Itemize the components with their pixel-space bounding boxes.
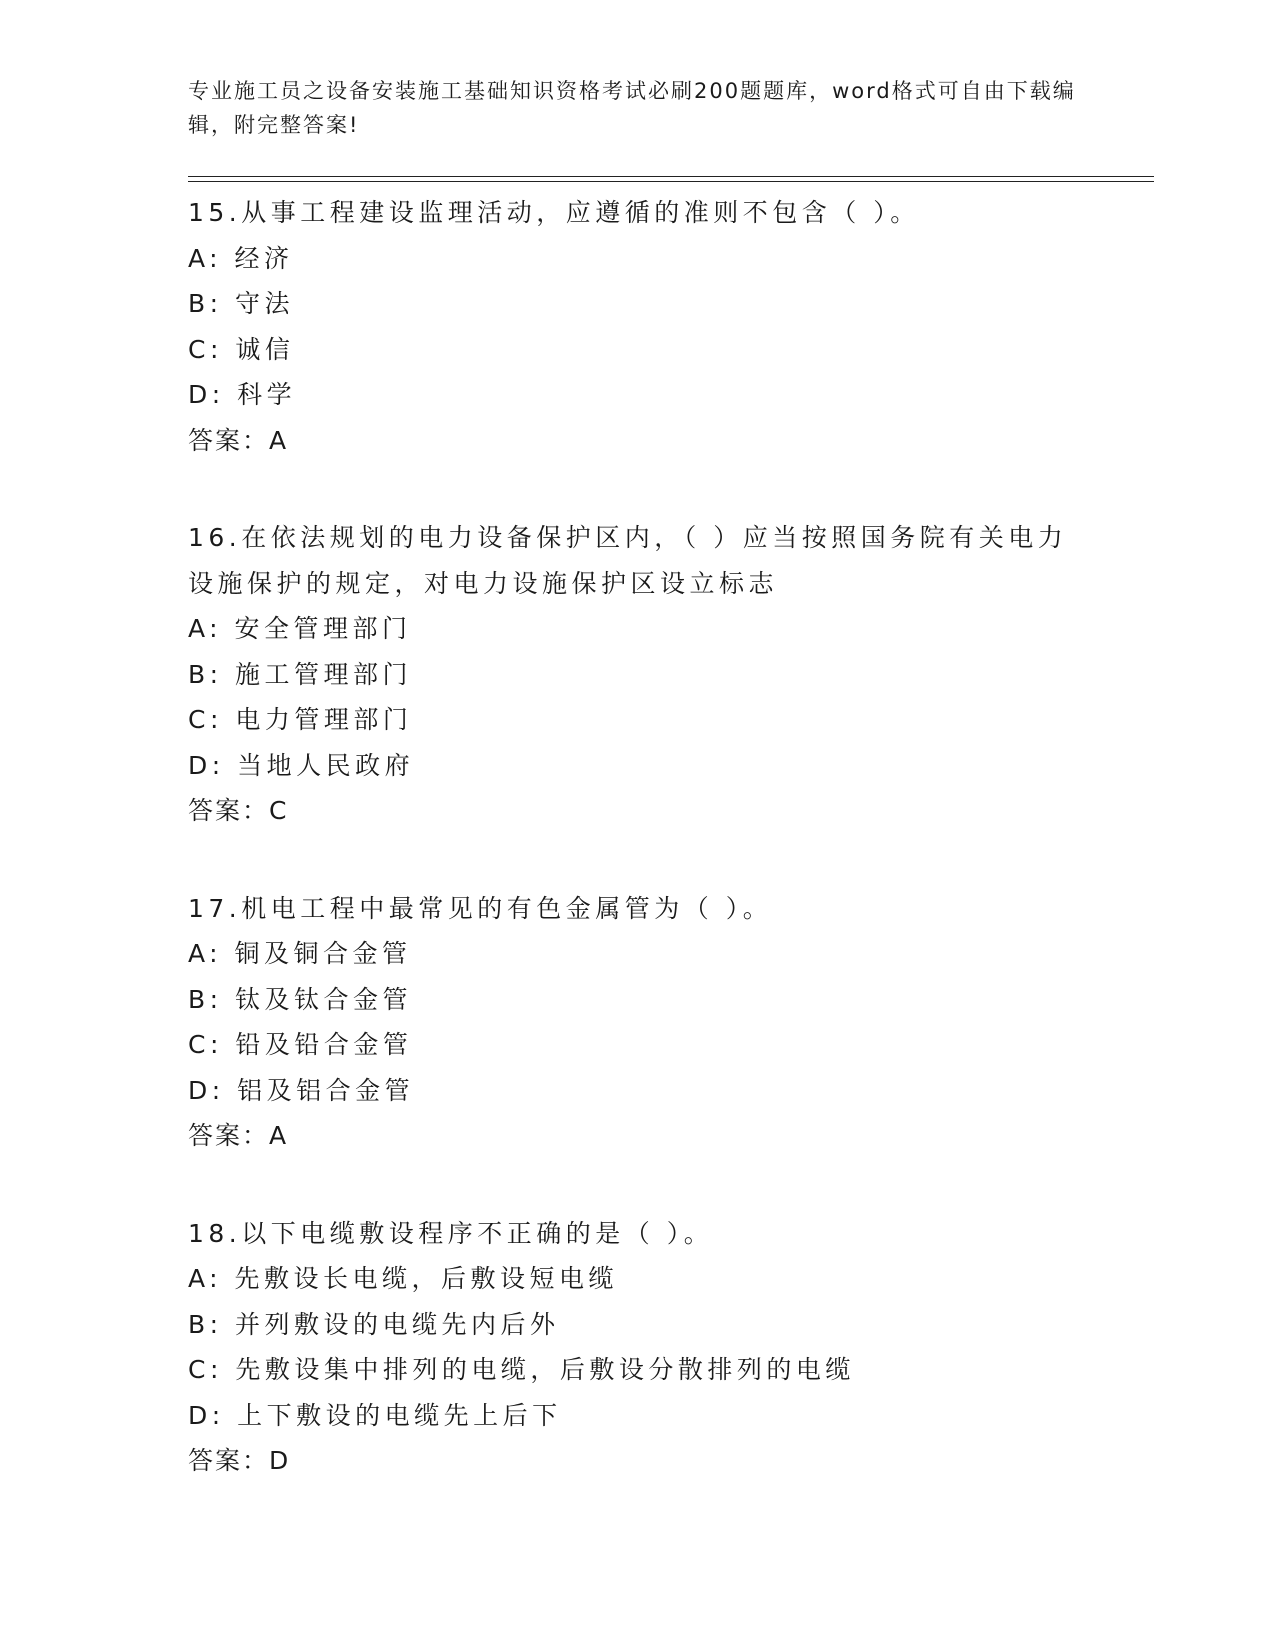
answer-line: 答案：D xyxy=(188,1446,291,1475)
question-18 xyxy=(188,1211,1154,1484)
question-list xyxy=(188,190,1154,1536)
question-stem: 17.机电工程中最常见的有色金属管为（ ）。 xyxy=(188,893,773,923)
question-stem: 16.在依法规划的电力设备保护区内，（ ）应当按照国务院有关电力设施保护的规定，对电力设施保护区设立标志 xyxy=(188,523,1068,598)
question-stem: 18.以下电缆敷设程序不正确的是（ ）。 xyxy=(188,1218,714,1248)
header-divider-top xyxy=(188,176,1154,177)
header-divider-bottom xyxy=(188,181,1154,182)
option-a: A: 经济 xyxy=(188,243,294,273)
option-d: D: 铝及铝合金管 xyxy=(188,1075,415,1105)
option-a: A: 铜及铜合金管 xyxy=(188,939,412,968)
question-15 xyxy=(188,190,1154,463)
option-a: A: 先敷设长电缆，后敷设短电缆 xyxy=(188,1264,619,1293)
option-d: D: 上下敷设的电缆先上后下 xyxy=(188,1400,562,1430)
option-b: B: 施工管理部门 xyxy=(188,659,413,689)
option-b: B: 钛及钛合金管 xyxy=(188,984,413,1014)
option-b: B: 并列敷设的电缆先内后外 xyxy=(188,1309,560,1339)
answer-line: 答案：A xyxy=(188,1121,289,1150)
option-d: D: 科学 xyxy=(188,380,297,409)
option-c: C: 电力管理部门 xyxy=(188,705,413,734)
option-a: A: 安全管理部门 xyxy=(188,614,412,643)
option-c: C: 诚信 xyxy=(188,334,295,364)
option-c: C: 铅及铅合金管 xyxy=(188,1030,413,1059)
question-stem: 15.从事工程建设监理活动，应遵循的准则不包含（ ）。 xyxy=(188,198,920,227)
option-d: D: 当地人民政府 xyxy=(188,750,415,780)
document-intro: 专业施工员之设备安装施工基础知识资格考试必刷200题题库，word格式可自由下载编辑，附完整答案! xyxy=(188,79,1076,137)
question-17 xyxy=(188,886,1154,1159)
question-16 xyxy=(188,515,1154,834)
option-c: C: 先敷设集中排列的电缆，后敷设分散排列的电缆 xyxy=(188,1355,855,1384)
answer-line: 答案：A xyxy=(188,425,289,455)
answer-line: 答案：C xyxy=(188,796,289,825)
option-b: B: 守法 xyxy=(188,289,295,318)
